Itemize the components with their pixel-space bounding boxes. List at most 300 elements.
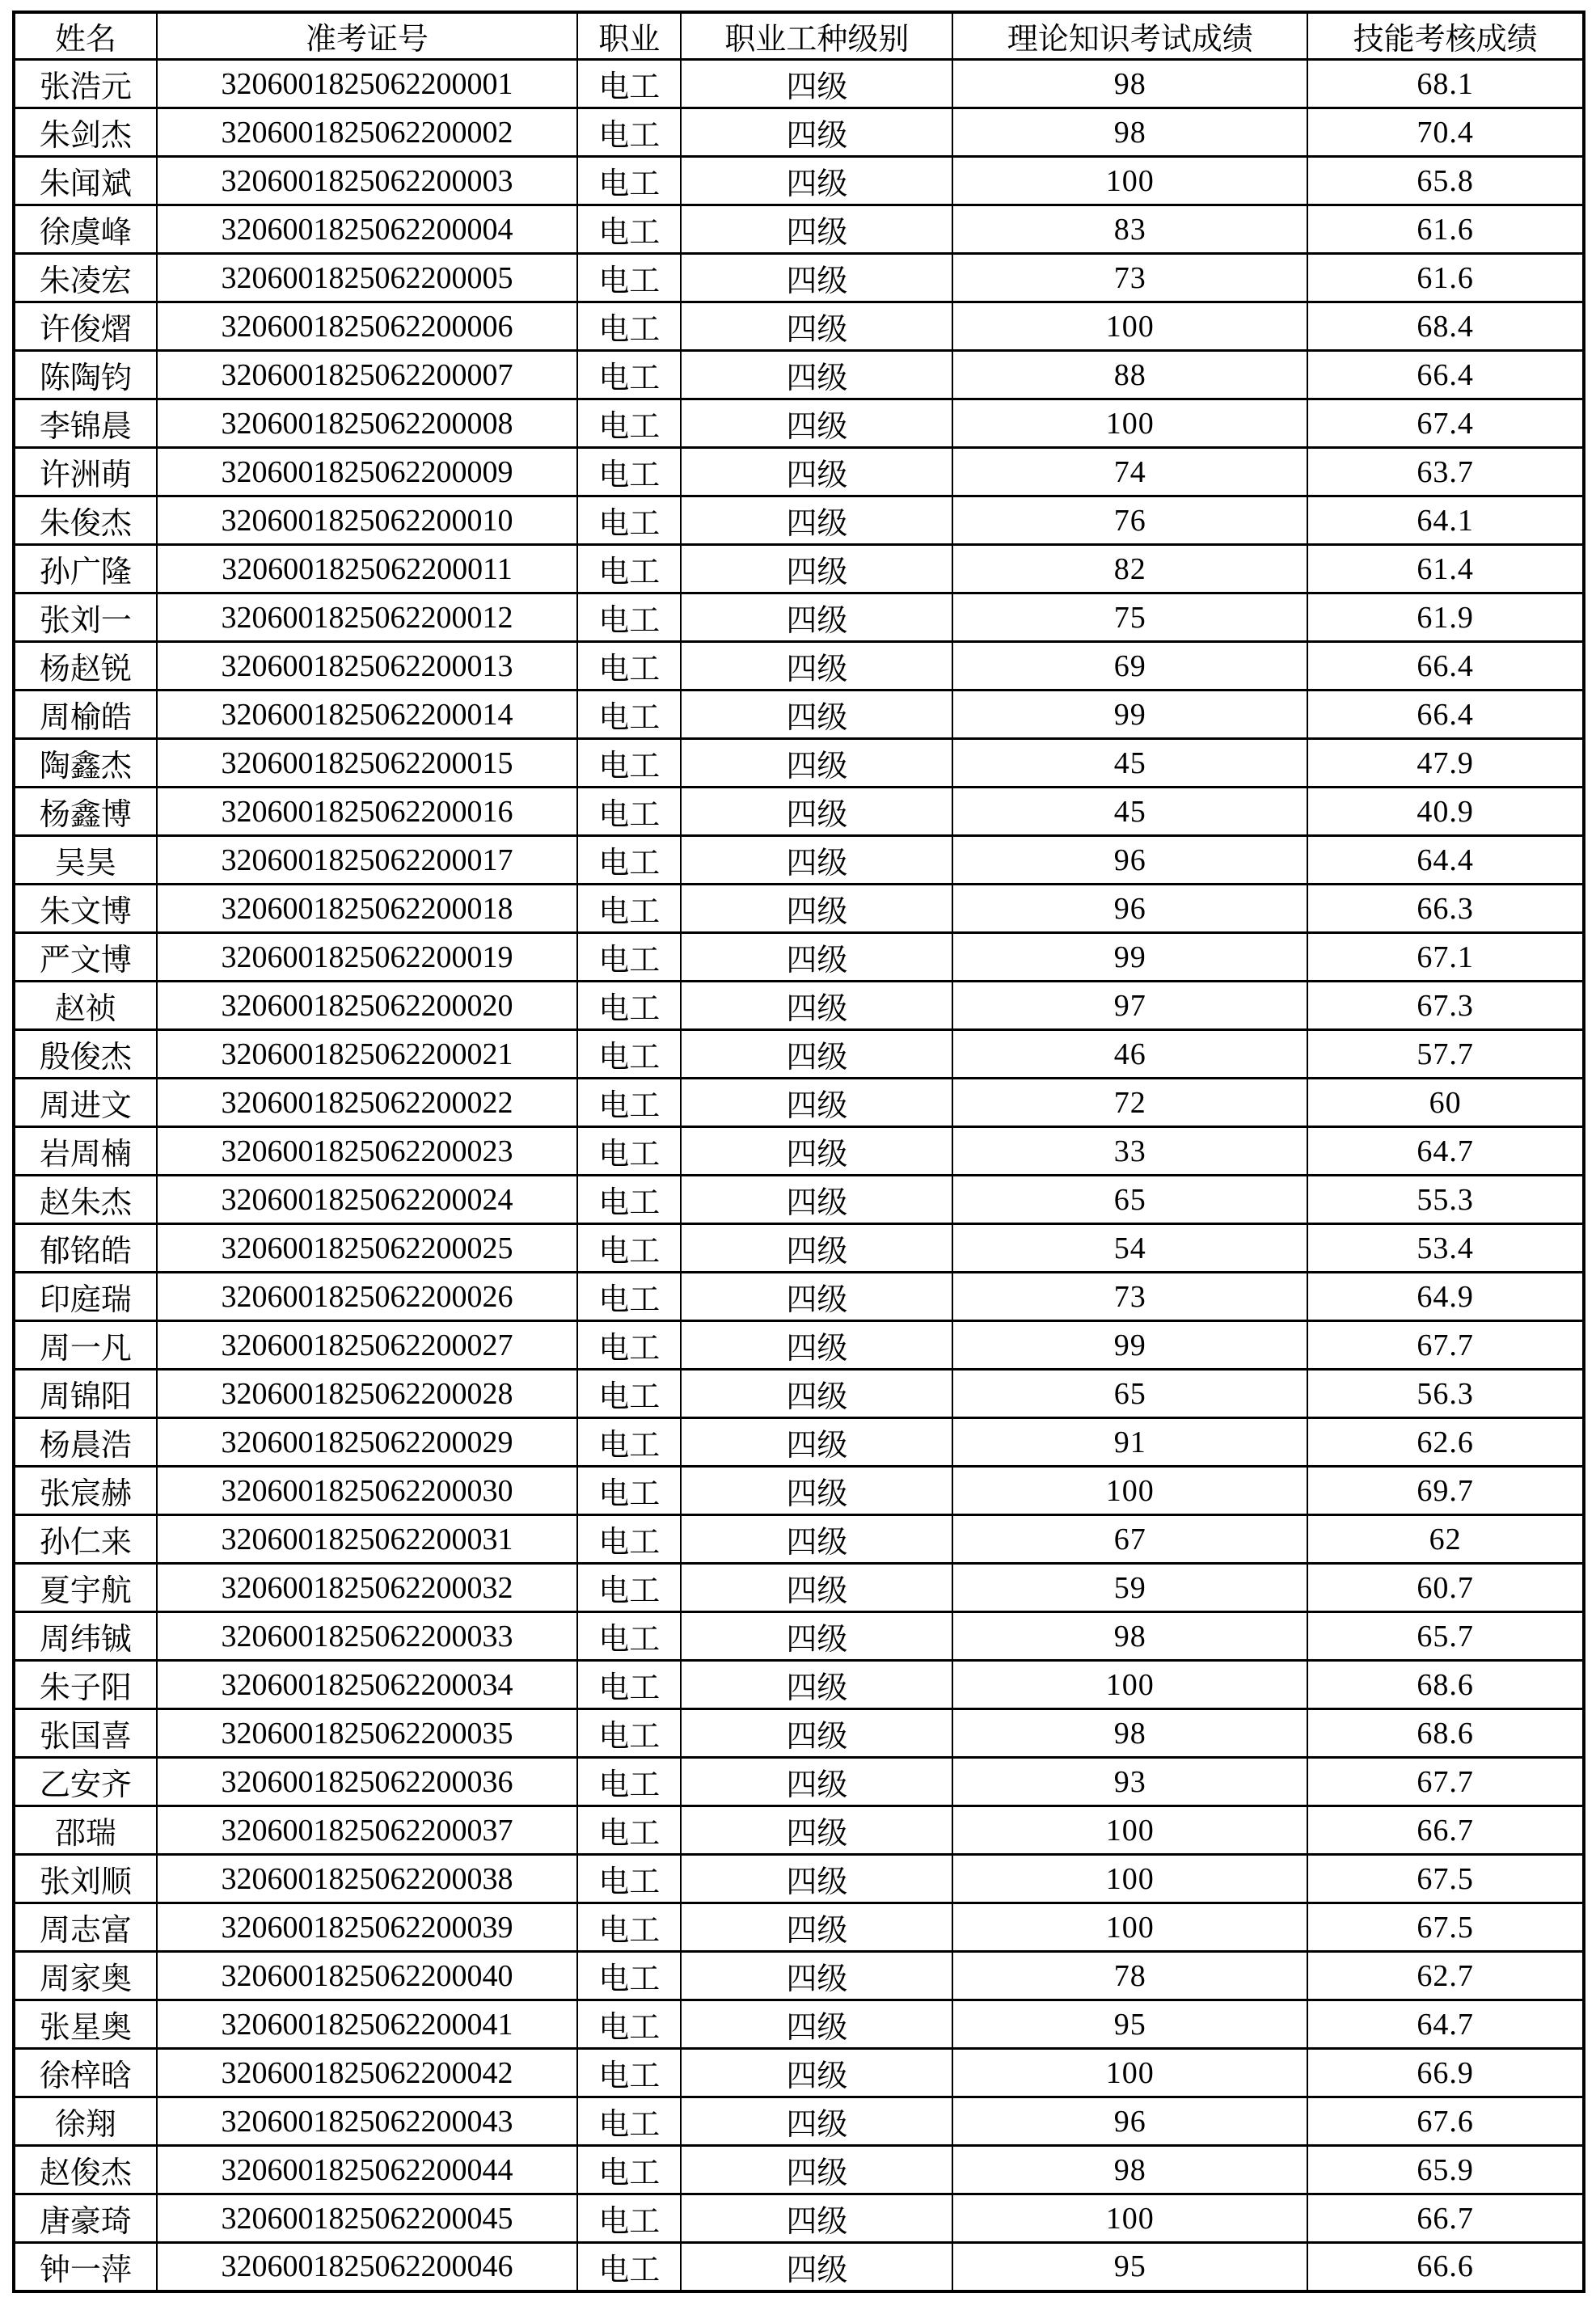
cell-skill-score: 67.5 — [1307, 1903, 1584, 1952]
cell-occupation: 电工 — [577, 254, 681, 302]
table-row — [14, 885, 1584, 933]
cell-skill-score: 65.8 — [1307, 157, 1584, 205]
cell-name: 夏宇航 — [14, 1564, 157, 1612]
cell-job-level: 四级 — [681, 885, 952, 933]
table-row — [14, 1806, 1584, 1855]
cell-job-level: 四级 — [681, 496, 952, 545]
cell-theory-score: 54 — [952, 1224, 1307, 1273]
cell-skill-score: 64.9 — [1307, 1273, 1584, 1321]
cell-ticket-number: 3206001825062200003 — [157, 157, 577, 205]
cell-occupation: 电工 — [577, 1370, 681, 1418]
cell-skill-score: 66.6 — [1307, 2243, 1584, 2291]
cell-name: 徐梓晗 — [14, 2049, 157, 2097]
cell-name: 陈陶钧 — [14, 351, 157, 399]
cell-occupation: 电工 — [577, 60, 681, 108]
table-row — [14, 2000, 1584, 2049]
cell-skill-score: 67.3 — [1307, 982, 1584, 1030]
cell-name: 殷俊杰 — [14, 1030, 157, 1079]
cell-name: 陶鑫杰 — [14, 739, 157, 788]
table-row — [14, 1758, 1584, 1806]
cell-skill-score: 67.1 — [1307, 933, 1584, 982]
table-row — [14, 254, 1584, 302]
cell-theory-score: 83 — [952, 205, 1307, 254]
cell-name: 周榆皓 — [14, 691, 157, 739]
cell-ticket-number: 3206001825062200039 — [157, 1903, 577, 1952]
cell-job-level: 四级 — [681, 2146, 952, 2194]
cell-name: 李锦晨 — [14, 399, 157, 448]
table-row — [14, 157, 1584, 205]
cell-name: 周一凡 — [14, 1321, 157, 1370]
cell-job-level: 四级 — [681, 739, 952, 788]
cell-ticket-number: 3206001825062200015 — [157, 739, 577, 788]
cell-theory-score: 98 — [952, 2146, 1307, 2194]
cell-theory-score: 98 — [952, 60, 1307, 108]
cell-ticket-number: 3206001825062200017 — [157, 836, 577, 885]
table-row — [14, 1321, 1584, 1370]
cell-ticket-number: 3206001825062200006 — [157, 302, 577, 351]
table-row — [14, 691, 1584, 739]
cell-theory-score: 78 — [952, 1952, 1307, 2000]
cell-skill-score: 68.4 — [1307, 302, 1584, 351]
cell-ticket-number: 3206001825062200012 — [157, 593, 577, 642]
cell-ticket-number: 3206001825062200018 — [157, 885, 577, 933]
cell-job-level: 四级 — [681, 351, 952, 399]
cell-job-level: 四级 — [681, 1903, 952, 1952]
exam-results-table — [12, 11, 1585, 2293]
cell-ticket-number: 3206001825062200045 — [157, 2194, 577, 2243]
cell-theory-score: 98 — [952, 1709, 1307, 1758]
cell-skill-score: 47.9 — [1307, 739, 1584, 788]
cell-occupation: 电工 — [577, 2146, 681, 2194]
table-row — [14, 108, 1584, 157]
cell-theory-score: 46 — [952, 1030, 1307, 1079]
cell-occupation: 电工 — [577, 399, 681, 448]
cell-job-level: 四级 — [681, 1370, 952, 1418]
cell-name: 郁铭皓 — [14, 1224, 157, 1273]
cell-job-level: 四级 — [681, 691, 952, 739]
cell-ticket-number: 3206001825062200016 — [157, 788, 577, 836]
cell-skill-score: 61.6 — [1307, 254, 1584, 302]
cell-ticket-number: 3206001825062200033 — [157, 1612, 577, 1661]
cell-ticket-number: 3206001825062200008 — [157, 399, 577, 448]
cell-theory-score: 73 — [952, 1273, 1307, 1321]
cell-name: 赵朱杰 — [14, 1176, 157, 1224]
cell-occupation: 电工 — [577, 2194, 681, 2243]
cell-skill-score: 60.7 — [1307, 1564, 1584, 1612]
cell-occupation: 电工 — [577, 982, 681, 1030]
table-row — [14, 448, 1584, 496]
cell-theory-score: 59 — [952, 1564, 1307, 1612]
cell-occupation: 电工 — [577, 933, 681, 982]
table-row — [14, 2194, 1584, 2243]
cell-job-level: 四级 — [681, 1079, 952, 1127]
cell-name: 张刘一 — [14, 593, 157, 642]
cell-occupation: 电工 — [577, 205, 681, 254]
table-row — [14, 739, 1584, 788]
cell-ticket-number: 3206001825062200034 — [157, 1661, 577, 1709]
cell-name: 张宸赫 — [14, 1467, 157, 1515]
column-header-skill-score: 技能考核成绩 — [1307, 12, 1584, 60]
cell-name: 许洲萌 — [14, 448, 157, 496]
cell-occupation: 电工 — [577, 642, 681, 691]
cell-job-level: 四级 — [681, 205, 952, 254]
cell-occupation: 电工 — [577, 1273, 681, 1321]
cell-job-level: 四级 — [681, 933, 952, 982]
cell-ticket-number: 3206001825062200038 — [157, 1855, 577, 1903]
cell-ticket-number: 3206001825062200041 — [157, 2000, 577, 2049]
cell-name: 张刘顺 — [14, 1855, 157, 1903]
cell-job-level: 四级 — [681, 302, 952, 351]
table-row — [14, 1224, 1584, 1273]
cell-skill-score: 64.4 — [1307, 836, 1584, 885]
cell-skill-score: 68.1 — [1307, 60, 1584, 108]
cell-ticket-number: 3206001825062200037 — [157, 1806, 577, 1855]
cell-skill-score: 61.4 — [1307, 545, 1584, 593]
cell-skill-score: 66.3 — [1307, 885, 1584, 933]
cell-ticket-number: 3206001825062200026 — [157, 1273, 577, 1321]
cell-skill-score: 67.5 — [1307, 1855, 1584, 1903]
cell-occupation: 电工 — [577, 2049, 681, 2097]
cell-occupation: 电工 — [577, 1418, 681, 1467]
table-row — [14, 788, 1584, 836]
cell-theory-score: 100 — [952, 1855, 1307, 1903]
cell-job-level: 四级 — [681, 1806, 952, 1855]
cell-name: 周进文 — [14, 1079, 157, 1127]
cell-theory-score: 100 — [952, 2194, 1307, 2243]
cell-theory-score: 100 — [952, 2049, 1307, 2097]
table-row — [14, 399, 1584, 448]
cell-job-level: 四级 — [681, 1661, 952, 1709]
cell-skill-score: 61.6 — [1307, 205, 1584, 254]
cell-skill-score: 56.3 — [1307, 1370, 1584, 1418]
cell-skill-score: 61.9 — [1307, 593, 1584, 642]
cell-occupation: 电工 — [577, 788, 681, 836]
table-row — [14, 60, 1584, 108]
cell-ticket-number: 3206001825062200021 — [157, 1030, 577, 1079]
cell-occupation: 电工 — [577, 496, 681, 545]
cell-name: 朱子阳 — [14, 1661, 157, 1709]
cell-job-level: 四级 — [681, 60, 952, 108]
cell-occupation: 电工 — [577, 885, 681, 933]
cell-occupation: 电工 — [577, 302, 681, 351]
cell-name: 许俊熠 — [14, 302, 157, 351]
cell-job-level: 四级 — [681, 2000, 952, 2049]
cell-skill-score: 68.6 — [1307, 1709, 1584, 1758]
cell-job-level: 四级 — [681, 254, 952, 302]
cell-occupation: 电工 — [577, 1758, 681, 1806]
cell-name: 唐豪琦 — [14, 2194, 157, 2243]
cell-job-level: 四级 — [681, 2243, 952, 2291]
cell-name: 周家奥 — [14, 1952, 157, 2000]
cell-name: 朱剑杰 — [14, 108, 157, 157]
cell-theory-score: 91 — [952, 1418, 1307, 1467]
cell-job-level: 四级 — [681, 982, 952, 1030]
cell-theory-score: 33 — [952, 1127, 1307, 1176]
cell-job-level: 四级 — [681, 545, 952, 593]
cell-theory-score: 100 — [952, 157, 1307, 205]
table-row — [14, 496, 1584, 545]
cell-name: 周志富 — [14, 1903, 157, 1952]
cell-ticket-number: 3206001825062200031 — [157, 1515, 577, 1564]
table-row — [14, 1903, 1584, 1952]
table-row — [14, 1176, 1584, 1224]
table-row — [14, 351, 1584, 399]
cell-theory-score: 72 — [952, 1079, 1307, 1127]
cell-name: 乙安齐 — [14, 1758, 157, 1806]
cell-job-level: 四级 — [681, 1758, 952, 1806]
cell-job-level: 四级 — [681, 1418, 952, 1467]
cell-ticket-number: 3206001825062200023 — [157, 1127, 577, 1176]
cell-theory-score: 97 — [952, 982, 1307, 1030]
cell-skill-score: 68.6 — [1307, 1661, 1584, 1709]
cell-name: 张浩元 — [14, 60, 157, 108]
table-row — [14, 1952, 1584, 2000]
cell-name: 杨晨浩 — [14, 1418, 157, 1467]
cell-ticket-number: 3206001825062200014 — [157, 691, 577, 739]
table-row — [14, 1855, 1584, 1903]
cell-theory-score: 93 — [952, 1758, 1307, 1806]
cell-theory-score: 100 — [952, 1661, 1307, 1709]
table-row — [14, 1564, 1584, 1612]
cell-theory-score: 96 — [952, 2097, 1307, 2146]
cell-skill-score: 60 — [1307, 1079, 1584, 1127]
cell-ticket-number: 3206001825062200004 — [157, 205, 577, 254]
cell-theory-score: 100 — [952, 1467, 1307, 1515]
table-row — [14, 545, 1584, 593]
table-row — [14, 1418, 1584, 1467]
cell-skill-score: 69.7 — [1307, 1467, 1584, 1515]
cell-name: 吴昊 — [14, 836, 157, 885]
cell-theory-score: 69 — [952, 642, 1307, 691]
table-row — [14, 836, 1584, 885]
cell-job-level: 四级 — [681, 1612, 952, 1661]
cell-name: 朱文博 — [14, 885, 157, 933]
cell-theory-score: 100 — [952, 1903, 1307, 1952]
cell-skill-score: 62 — [1307, 1515, 1584, 1564]
cell-ticket-number: 3206001825062200019 — [157, 933, 577, 982]
cell-theory-score: 99 — [952, 1321, 1307, 1370]
cell-skill-score: 64.1 — [1307, 496, 1584, 545]
cell-name: 张星奥 — [14, 2000, 157, 2049]
cell-ticket-number: 3206001825062200030 — [157, 1467, 577, 1515]
cell-skill-score: 65.9 — [1307, 2146, 1584, 2194]
cell-ticket-number: 3206001825062200007 — [157, 351, 577, 399]
cell-occupation: 电工 — [577, 1224, 681, 1273]
cell-theory-score: 73 — [952, 254, 1307, 302]
cell-job-level: 四级 — [681, 1515, 952, 1564]
cell-occupation: 电工 — [577, 1709, 681, 1758]
cell-occupation: 电工 — [577, 108, 681, 157]
cell-skill-score: 64.7 — [1307, 2000, 1584, 2049]
cell-name: 张国喜 — [14, 1709, 157, 1758]
table-header-row — [14, 12, 1584, 60]
cell-ticket-number: 3206001825062200011 — [157, 545, 577, 593]
cell-occupation: 电工 — [577, 739, 681, 788]
cell-job-level: 四级 — [681, 593, 952, 642]
cell-skill-score: 40.9 — [1307, 788, 1584, 836]
cell-ticket-number: 3206001825062200042 — [157, 2049, 577, 2097]
cell-skill-score: 63.7 — [1307, 448, 1584, 496]
cell-skill-score: 66.7 — [1307, 2194, 1584, 2243]
cell-name: 岩周楠 — [14, 1127, 157, 1176]
cell-skill-score: 67.4 — [1307, 399, 1584, 448]
column-header-theory-score: 理论知识考试成绩 — [952, 12, 1307, 60]
cell-name: 孙仁来 — [14, 1515, 157, 1564]
cell-theory-score: 67 — [952, 1515, 1307, 1564]
cell-occupation: 电工 — [577, 1127, 681, 1176]
cell-ticket-number: 3206001825062200009 — [157, 448, 577, 496]
cell-ticket-number: 3206001825062200043 — [157, 2097, 577, 2146]
cell-skill-score: 55.3 — [1307, 1176, 1584, 1224]
cell-theory-score: 82 — [952, 545, 1307, 593]
cell-job-level: 四级 — [681, 448, 952, 496]
cell-name: 赵祯 — [14, 982, 157, 1030]
cell-occupation: 电工 — [577, 2243, 681, 2291]
cell-job-level: 四级 — [681, 1467, 952, 1515]
table-row — [14, 205, 1584, 254]
cell-occupation: 电工 — [577, 1806, 681, 1855]
cell-ticket-number: 3206001825062200013 — [157, 642, 577, 691]
cell-name: 孙广隆 — [14, 545, 157, 593]
cell-job-level: 四级 — [681, 1224, 952, 1273]
cell-occupation: 电工 — [577, 1030, 681, 1079]
cell-ticket-number: 3206001825062200022 — [157, 1079, 577, 1127]
cell-skill-score: 66.4 — [1307, 642, 1584, 691]
cell-ticket-number: 3206001825062200025 — [157, 1224, 577, 1273]
table-row — [14, 1030, 1584, 1079]
cell-occupation: 电工 — [577, 593, 681, 642]
cell-job-level: 四级 — [681, 1176, 952, 1224]
cell-name: 杨赵锐 — [14, 642, 157, 691]
cell-job-level: 四级 — [681, 157, 952, 205]
cell-theory-score: 100 — [952, 399, 1307, 448]
table-body — [14, 60, 1584, 2291]
cell-name: 周锦阳 — [14, 1370, 157, 1418]
table-row — [14, 933, 1584, 982]
cell-occupation: 电工 — [577, 1952, 681, 2000]
cell-name: 赵俊杰 — [14, 2146, 157, 2194]
cell-occupation: 电工 — [577, 1855, 681, 1903]
cell-ticket-number: 3206001825062200020 — [157, 982, 577, 1030]
cell-occupation: 电工 — [577, 1564, 681, 1612]
cell-theory-score: 65 — [952, 1176, 1307, 1224]
cell-job-level: 四级 — [681, 1952, 952, 2000]
cell-occupation: 电工 — [577, 1321, 681, 1370]
column-header-ticket-number: 准考证号 — [157, 12, 577, 60]
cell-ticket-number: 3206001825062200024 — [157, 1176, 577, 1224]
cell-ticket-number: 3206001825062200002 — [157, 108, 577, 157]
cell-job-level: 四级 — [681, 2097, 952, 2146]
cell-occupation: 电工 — [577, 691, 681, 739]
cell-name: 徐虞峰 — [14, 205, 157, 254]
table-row — [14, 2243, 1584, 2291]
cell-ticket-number: 3206001825062200044 — [157, 2146, 577, 2194]
cell-skill-score: 62.7 — [1307, 1952, 1584, 2000]
cell-job-level: 四级 — [681, 642, 952, 691]
column-header-occupation: 职业 — [577, 12, 681, 60]
table-row — [14, 2146, 1584, 2194]
cell-job-level: 四级 — [681, 1127, 952, 1176]
cell-ticket-number: 3206001825062200029 — [157, 1418, 577, 1467]
cell-occupation: 电工 — [577, 2097, 681, 2146]
cell-job-level: 四级 — [681, 1855, 952, 1903]
cell-ticket-number: 3206001825062200028 — [157, 1370, 577, 1418]
cell-skill-score: 67.7 — [1307, 1321, 1584, 1370]
cell-occupation: 电工 — [577, 2000, 681, 2049]
cell-name: 周纬铖 — [14, 1612, 157, 1661]
cell-skill-score: 67.7 — [1307, 1758, 1584, 1806]
cell-skill-score: 66.9 — [1307, 2049, 1584, 2097]
cell-job-level: 四级 — [681, 1564, 952, 1612]
cell-skill-score: 65.7 — [1307, 1612, 1584, 1661]
column-header-name: 姓名 — [14, 12, 157, 60]
cell-skill-score: 62.6 — [1307, 1418, 1584, 1467]
cell-name: 朱俊杰 — [14, 496, 157, 545]
cell-occupation: 电工 — [577, 1467, 681, 1515]
cell-skill-score: 67.6 — [1307, 2097, 1584, 2146]
cell-ticket-number: 3206001825062200040 — [157, 1952, 577, 2000]
cell-occupation: 电工 — [577, 1612, 681, 1661]
cell-theory-score: 74 — [952, 448, 1307, 496]
cell-job-level: 四级 — [681, 1321, 952, 1370]
cell-occupation: 电工 — [577, 448, 681, 496]
table-row — [14, 1370, 1584, 1418]
table-row — [14, 2049, 1584, 2097]
cell-theory-score: 100 — [952, 302, 1307, 351]
cell-name: 徐翔 — [14, 2097, 157, 2146]
table-row — [14, 1079, 1584, 1127]
cell-job-level: 四级 — [681, 1030, 952, 1079]
cell-name: 杨鑫博 — [14, 788, 157, 836]
table-row — [14, 302, 1584, 351]
cell-ticket-number: 3206001825062200010 — [157, 496, 577, 545]
cell-skill-score: 64.7 — [1307, 1127, 1584, 1176]
cell-name: 朱闻斌 — [14, 157, 157, 205]
cell-theory-score: 98 — [952, 1612, 1307, 1661]
cell-ticket-number: 3206001825062200035 — [157, 1709, 577, 1758]
cell-occupation: 电工 — [577, 1079, 681, 1127]
cell-theory-score: 96 — [952, 836, 1307, 885]
cell-theory-score: 75 — [952, 593, 1307, 642]
cell-job-level: 四级 — [681, 1273, 952, 1321]
cell-skill-score: 53.4 — [1307, 1224, 1584, 1273]
cell-name: 邵瑞 — [14, 1806, 157, 1855]
table-row — [14, 642, 1584, 691]
cell-skill-score: 70.4 — [1307, 108, 1584, 157]
cell-theory-score: 100 — [952, 1806, 1307, 1855]
cell-theory-score: 45 — [952, 788, 1307, 836]
cell-occupation: 电工 — [577, 1515, 681, 1564]
table-row — [14, 1467, 1584, 1515]
cell-skill-score: 66.4 — [1307, 691, 1584, 739]
cell-theory-score: 99 — [952, 933, 1307, 982]
cell-occupation: 电工 — [577, 1661, 681, 1709]
cell-theory-score: 95 — [952, 2000, 1307, 2049]
table-row — [14, 1273, 1584, 1321]
cell-job-level: 四级 — [681, 2049, 952, 2097]
cell-occupation: 电工 — [577, 836, 681, 885]
cell-job-level: 四级 — [681, 399, 952, 448]
cell-job-level: 四级 — [681, 788, 952, 836]
cell-occupation: 电工 — [577, 157, 681, 205]
cell-name: 钟一萍 — [14, 2243, 157, 2291]
cell-occupation: 电工 — [577, 1903, 681, 1952]
table-row — [14, 1612, 1584, 1661]
cell-name: 朱凌宏 — [14, 254, 157, 302]
cell-ticket-number: 3206001825062200036 — [157, 1758, 577, 1806]
table-row — [14, 1127, 1584, 1176]
cell-skill-score: 57.7 — [1307, 1030, 1584, 1079]
